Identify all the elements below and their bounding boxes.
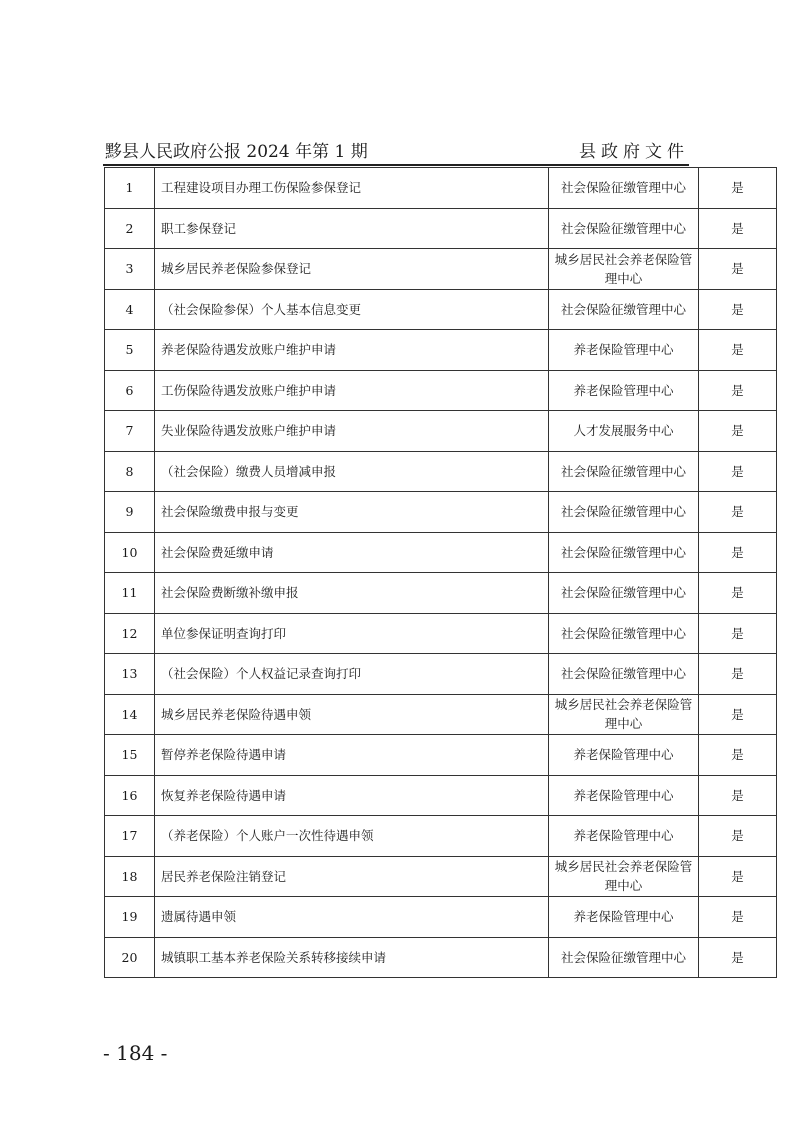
table-row [105, 897, 777, 938]
flag-cell: 是 [699, 897, 777, 938]
table-row [105, 573, 777, 614]
table-row [105, 411, 777, 452]
item-name-cell: 单位参保证明查询打印 [155, 613, 549, 654]
item-name-cell: 城镇职工基本养老保险关系转移接续申请 [155, 937, 549, 978]
row-number-cell: 8 [105, 451, 155, 492]
table-row [105, 451, 777, 492]
responsible-unit-cell: 社会保险征缴管理中心 [549, 937, 699, 978]
responsible-unit-cell: 社会保险征缴管理中心 [549, 532, 699, 573]
item-name-cell: 职工参保登记 [155, 208, 549, 249]
row-number-cell: 1 [105, 168, 155, 209]
flag-cell: 是 [699, 249, 777, 290]
table-row [105, 613, 777, 654]
responsible-unit-cell: 社会保险征缴管理中心 [549, 168, 699, 209]
table-row [105, 370, 777, 411]
row-number-cell: 11 [105, 573, 155, 614]
header-divider [103, 164, 689, 166]
item-name-cell: 城乡居民养老保险待遇申领 [155, 694, 549, 735]
item-name-cell: 社会保险费延缴申请 [155, 532, 549, 573]
item-name-cell: 社会保险缴费申报与变更 [155, 492, 549, 533]
flag-cell: 是 [699, 694, 777, 735]
flag-cell: 是 [699, 735, 777, 776]
row-number-cell: 17 [105, 816, 155, 857]
item-name-cell: 工程建设项目办理工伤保险参保登记 [155, 168, 549, 209]
page-header [105, 140, 689, 164]
item-name-cell: 城乡居民养老保险参保登记 [155, 249, 549, 290]
responsible-unit-cell: 社会保险征缴管理中心 [549, 492, 699, 533]
item-name-cell: 遗属待遇申领 [155, 897, 549, 938]
bulletin-title: 黟县人民政府公报 2024 年第 1 期 [105, 142, 368, 162]
responsible-unit-cell: 养老保险管理中心 [549, 816, 699, 857]
item-name-cell: （养老保险）个人账户一次性待遇申领 [155, 816, 549, 857]
responsible-unit-cell: 社会保险征缴管理中心 [549, 613, 699, 654]
responsible-unit-cell: 养老保险管理中心 [549, 370, 699, 411]
item-name-cell: （社会保险）缴费人员增减申报 [155, 451, 549, 492]
flag-cell: 是 [699, 330, 777, 371]
flag-cell: 是 [699, 532, 777, 573]
responsible-unit-cell: 养老保险管理中心 [549, 775, 699, 816]
flag-cell: 是 [699, 937, 777, 978]
row-number-cell: 5 [105, 330, 155, 371]
responsible-unit-cell: 养老保险管理中心 [549, 735, 699, 776]
flag-cell: 是 [699, 573, 777, 614]
responsible-unit-cell: 养老保险管理中心 [549, 330, 699, 371]
table-row [105, 816, 777, 857]
responsible-unit-cell: 社会保险征缴管理中心 [549, 451, 699, 492]
flag-cell: 是 [699, 856, 777, 897]
row-number-cell: 4 [105, 289, 155, 330]
table-row [105, 492, 777, 533]
row-number-cell: 2 [105, 208, 155, 249]
flag-cell: 是 [699, 411, 777, 452]
page-number: - 184 - [103, 1041, 168, 1065]
item-name-cell: 恢复养老保险待遇申请 [155, 775, 549, 816]
item-name-cell: （社会保险）个人权益记录查询打印 [155, 654, 549, 695]
flag-cell: 是 [699, 370, 777, 411]
table-row [105, 694, 777, 735]
responsible-unit-cell: 社会保险征缴管理中心 [549, 208, 699, 249]
table-row [105, 289, 777, 330]
flag-cell: 是 [699, 208, 777, 249]
row-number-cell: 13 [105, 654, 155, 695]
table-row [105, 856, 777, 897]
row-number-cell: 20 [105, 937, 155, 978]
row-number-cell: 15 [105, 735, 155, 776]
flag-cell: 是 [699, 168, 777, 209]
table-row [105, 654, 777, 695]
row-number-cell: 12 [105, 613, 155, 654]
row-number-cell: 3 [105, 249, 155, 290]
item-name-cell: 暂停养老保险待遇申请 [155, 735, 549, 776]
flag-cell: 是 [699, 613, 777, 654]
responsible-unit-cell: 城乡居民社会养老保险管理中心 [549, 249, 699, 290]
flag-cell: 是 [699, 492, 777, 533]
row-number-cell: 9 [105, 492, 155, 533]
row-number-cell: 18 [105, 856, 155, 897]
flag-cell: 是 [699, 775, 777, 816]
row-number-cell: 16 [105, 775, 155, 816]
responsible-unit-cell: 社会保险征缴管理中心 [549, 654, 699, 695]
item-name-cell: 养老保险待遇发放账户维护申请 [155, 330, 549, 371]
table-row [105, 735, 777, 776]
responsible-unit-cell: 城乡居民社会养老保险管理中心 [549, 856, 699, 897]
table-row [105, 330, 777, 371]
service-items-table [104, 167, 777, 978]
table-row [105, 168, 777, 209]
item-name-cell: 居民养老保险注销登记 [155, 856, 549, 897]
table-body [105, 168, 777, 978]
responsible-unit-cell: 城乡居民社会养老保险管理中心 [549, 694, 699, 735]
responsible-unit-cell: 社会保险征缴管理中心 [549, 289, 699, 330]
row-number-cell: 10 [105, 532, 155, 573]
table-row [105, 775, 777, 816]
row-number-cell: 14 [105, 694, 155, 735]
flag-cell: 是 [699, 816, 777, 857]
item-name-cell: （社会保险参保）个人基本信息变更 [155, 289, 549, 330]
item-name-cell: 工伤保险待遇发放账户维护申请 [155, 370, 549, 411]
item-name-cell: 社会保险费断缴补缴申报 [155, 573, 549, 614]
table-row [105, 937, 777, 978]
table-row [105, 208, 777, 249]
responsible-unit-cell: 社会保险征缴管理中心 [549, 573, 699, 614]
table-row [105, 532, 777, 573]
flag-cell: 是 [699, 451, 777, 492]
row-number-cell: 7 [105, 411, 155, 452]
responsible-unit-cell: 养老保险管理中心 [549, 897, 699, 938]
row-number-cell: 19 [105, 897, 155, 938]
item-name-cell: 失业保险待遇发放账户维护申请 [155, 411, 549, 452]
flag-cell: 是 [699, 654, 777, 695]
flag-cell: 是 [699, 289, 777, 330]
section-title: 县政府文件 [579, 142, 689, 162]
row-number-cell: 6 [105, 370, 155, 411]
responsible-unit-cell: 人才发展服务中心 [549, 411, 699, 452]
table-row [105, 249, 777, 290]
